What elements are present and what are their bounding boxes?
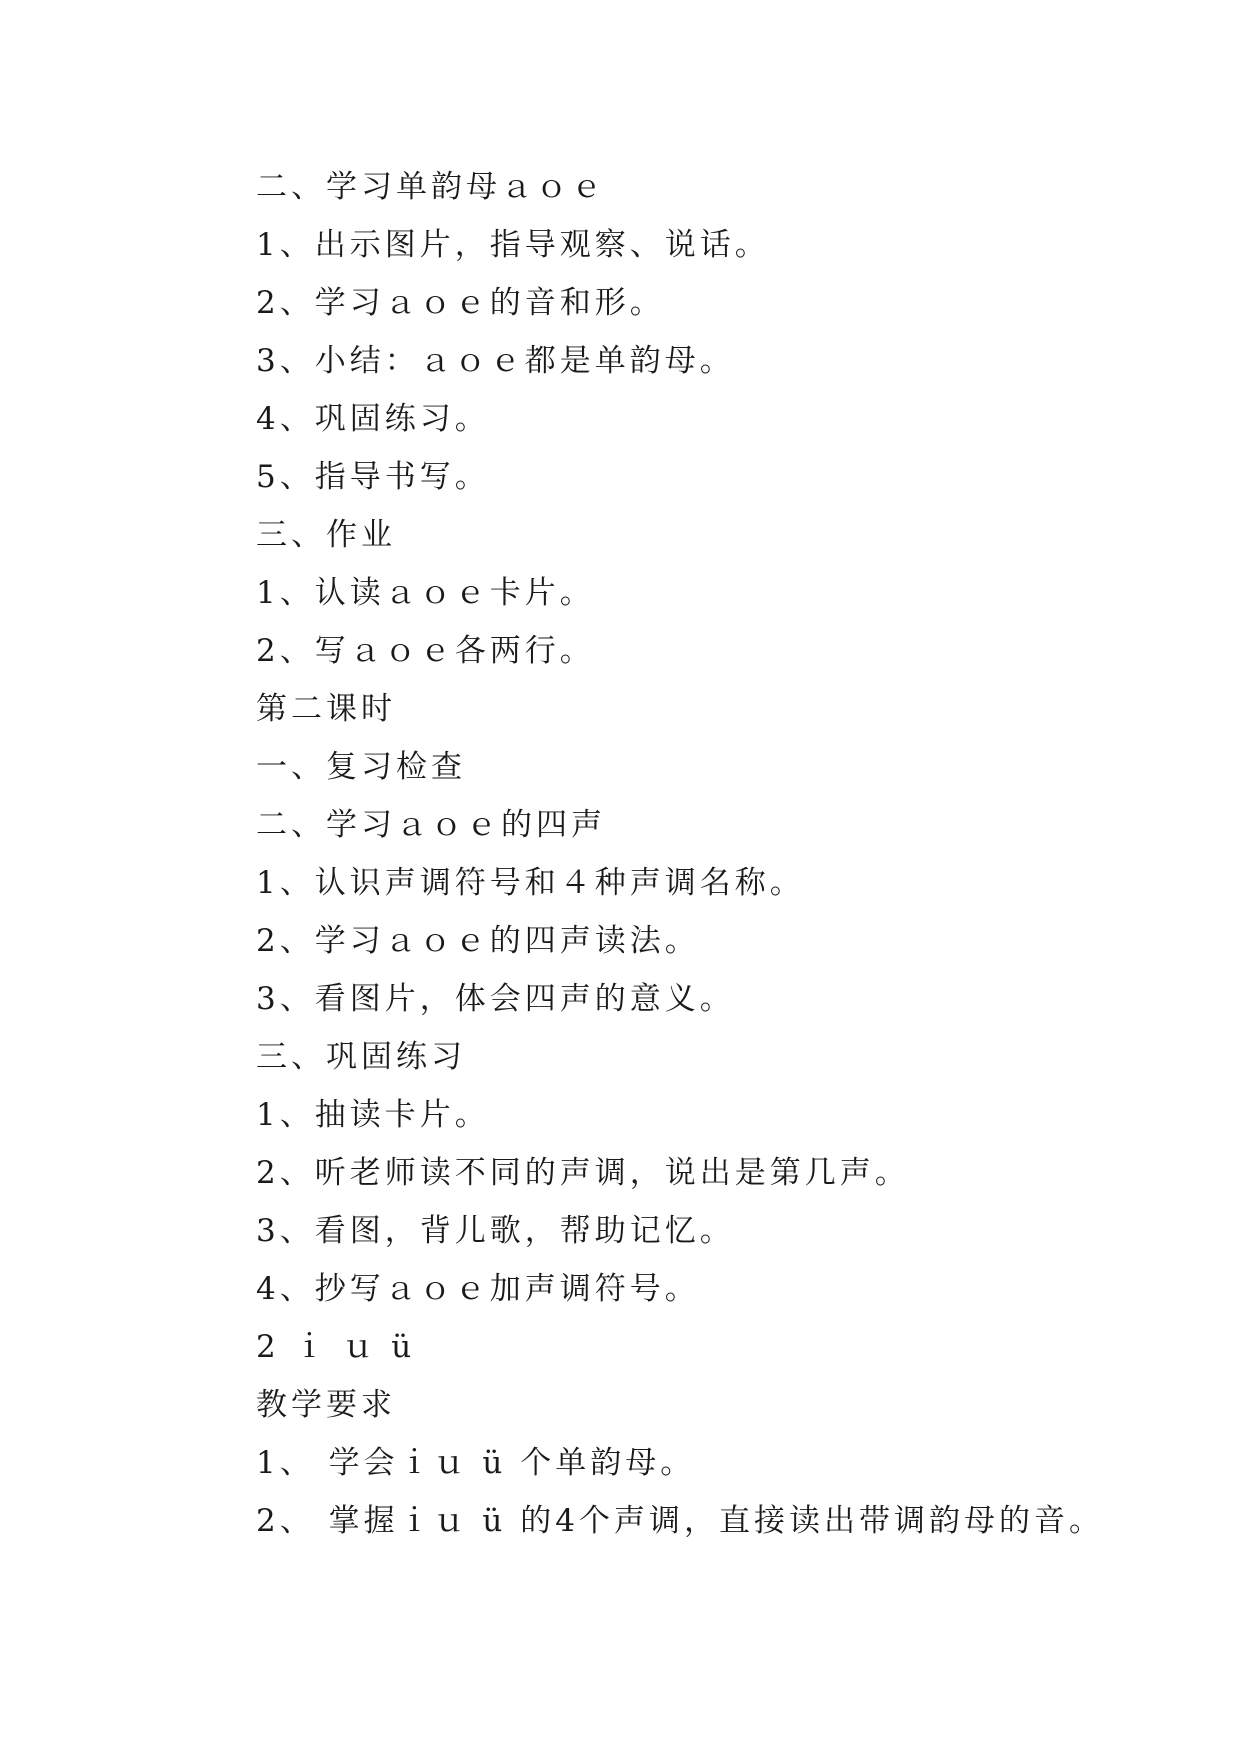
list-item: 2、学习ａｏｅ的四声读法。 bbox=[256, 923, 700, 959]
list-item: 5、指导书写。 bbox=[256, 459, 490, 495]
section-heading: 二、学习ａｏｅ的四声 bbox=[256, 807, 606, 843]
list-item: 3、小结：ａｏｅ都是单韵母。 bbox=[256, 343, 735, 379]
list-item: 4、抄写ａｏｅ加声调符号。 bbox=[256, 1271, 700, 1307]
list-item: 4、巩固练习。 bbox=[256, 401, 490, 437]
list-item: 1、认读ａｏｅ卡片。 bbox=[256, 575, 595, 611]
list-item: 2、听老师读不同的声调，说出是第几声。 bbox=[256, 1155, 910, 1191]
list-item: 2、学习ａｏｅ的音和形。 bbox=[256, 285, 665, 321]
list-item: 3、看图，背儿歌，帮助记忆。 bbox=[256, 1213, 735, 1249]
document-body bbox=[256, 158, 1156, 1550]
lesson-heading: 第二课时 bbox=[256, 691, 396, 727]
list-item: 1、认识声调符号和４种声调名称。 bbox=[256, 865, 805, 901]
list-item: 1、出示图片，指导观察、说话。 bbox=[256, 227, 770, 263]
list-item: 2、 掌握ｉｕ ü 的4个声调，直接读出带调韵母的音。 bbox=[256, 1503, 1104, 1539]
section-heading: 三、作业 bbox=[256, 517, 396, 553]
section-heading: 一、复习检查 bbox=[256, 749, 466, 785]
list-item: 3、看图片，体会四声的意义。 bbox=[256, 981, 735, 1017]
section-heading: 教学要求 bbox=[256, 1387, 396, 1423]
list-item: 1、 学会ｉｕ ü 个单韵母。 bbox=[256, 1445, 696, 1481]
section-heading: 二、学习单韵母ａｏｅ bbox=[256, 169, 606, 205]
list-item: 2、写ａｏｅ各两行。 bbox=[256, 633, 595, 669]
list-item: 1、抽读卡片。 bbox=[256, 1097, 490, 1133]
section-heading: 三、巩固练习 bbox=[256, 1039, 466, 1075]
lesson-title: 2 ｉ ｕ ü bbox=[256, 1329, 416, 1365]
